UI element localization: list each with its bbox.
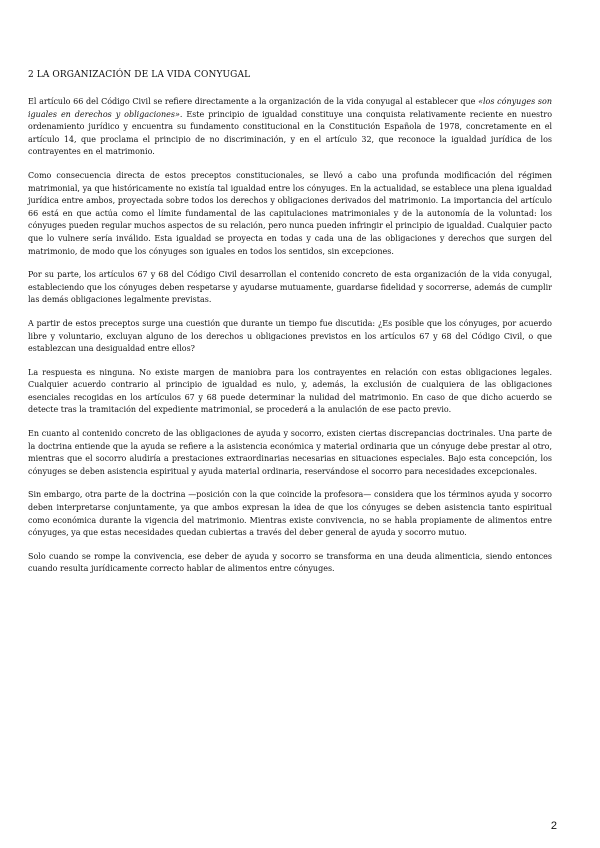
paragraph: La respuesta es ninguna. No existe margen de maniobra para los contrayentes en relación con estas obligaciones legales. Cualquier acuerdo contrario al principio de igualdad es nulo, y, además, la exclusión de cualquiera de las obligaciones esenciales recogidas en los artículos 67 y 68 puede determinar la nulidad del matrimonio. En caso de que dicho acuerdo se detecte tras la tramitación del expediente matrimonial, se procederá a la anulación de ese pacto previo. xyxy=(28,367,552,415)
paragraph-text: El artículo 66 del Código Civil se refiere directamente a la organización de la vida conyugal al establecer que xyxy=(28,97,479,106)
document-page xyxy=(28,70,552,587)
paragraph: En cuanto al contenido concreto de las obligaciones de ayuda y socorro, existen ciertas discrepancias doctrinales. Una parte de la doctrina entiende que la ayuda se refiere a la asistencia económica y material ordinaria que un cónyuge debe prestar al otro, mientras que el socorro aludiría a prestaciones extraordinarias necesarias en situaciones especiales. Bajo esta concepción, los cónyuges se deben asistencia espiritual y ayuda material ordinaria, reservándose el socorro para necesidades excepcionales. xyxy=(28,429,552,476)
paragraph: Sin embargo, otra parte de la doctrina —posición con la que coincide la profesora— considera que los términos ayuda y socorro deben interpretarse conjuntamente, ya que ambos expresan la idea de que los cónyuges se deben asistencia tanto espiritual como económica durante la vigencia del matrimonio. Mientras existe convivencia, no se habla propiamente de alimentos entre cónyuges, ya que estas necesidades quedan cubiertas a través del deber general de ayuda y socorro mutuo. xyxy=(28,490,552,538)
paragraph: Como consecuencia directa de estos preceptos constitucionales, se llevó a cabo una profunda modificación del régimen matrimonial, ya que históricamente no existía tal igualdad entre los cónyuges. En la actualidad, se establece una plena igualdad jurídica entre ambos, proyectada sobre todos los derechos y obligaciones derivados del matrimonio. La importancia del artículo 66 está en que actúa como el límite fundamental de las capitulaciones matrimoniales y de la autonomía de la voluntad: los cónyuges pueden regular muchos aspectos de su relación, pero nunca pueden infringir el principio de igualdad. Cualquier pacto que lo vulnere sería inválido. Esta igualdad se proyecta en todas y cada una de las obligaciones y derechos que surgen del matrimonio, de modo que los cónyuges son iguales en todos los sentidos, sin excepciones. xyxy=(28,170,552,256)
page-number: 2 xyxy=(550,820,557,832)
section-heading: 2 LA ORGANIZACIÓN DE LA VIDA CONYUGAL xyxy=(28,70,251,80)
paragraph-text: . Este principio de igualdad constituye una conquista relativamente reciente en nuestro ordenamiento jurídico y encuentra su fundamento constitucional en la Constitución Española de 1978, concretamente en el artículo 14, que proclama el principio de no discriminación, y en el artículo 32, que reconoce la igualdad jurídica de los contrayentes en el matrimonio. xyxy=(28,109,553,157)
paragraph: A partir de estos preceptos surge una cuestión que durante un tiempo fue discutida: ¿Es posible que los cónyuges, por acuerdo libre y voluntario, excluyan alguno de los derechos u obligaciones previstos en los artículos 67 y 68 del Código Civil, o que establezcan una desigualdad entre ellos? xyxy=(28,318,552,354)
quoted-text: «los cónyuges son iguales en derechos y obligaciones» xyxy=(28,97,552,119)
paragraph: Solo cuando se rompe la convivencia, ese deber de ayuda y socorro se transforma en una deuda alimenticia, siendo entonces cuando resulta jurídicamente correcto hablar de alimentos entre cónyuges. xyxy=(28,551,552,574)
paragraph: Por su parte, los artículos 67 y 68 del Código Civil desarrollan el contenido concreto de esta organización de la vida conyugal, estableciendo que los cónyuges deben respetarse y ayudarse mutuamente, guardarse fidelidad y socorrerse, además de cumplir las demás obligaciones legalmente previstas. xyxy=(28,270,552,305)
paragraph xyxy=(28,96,552,159)
